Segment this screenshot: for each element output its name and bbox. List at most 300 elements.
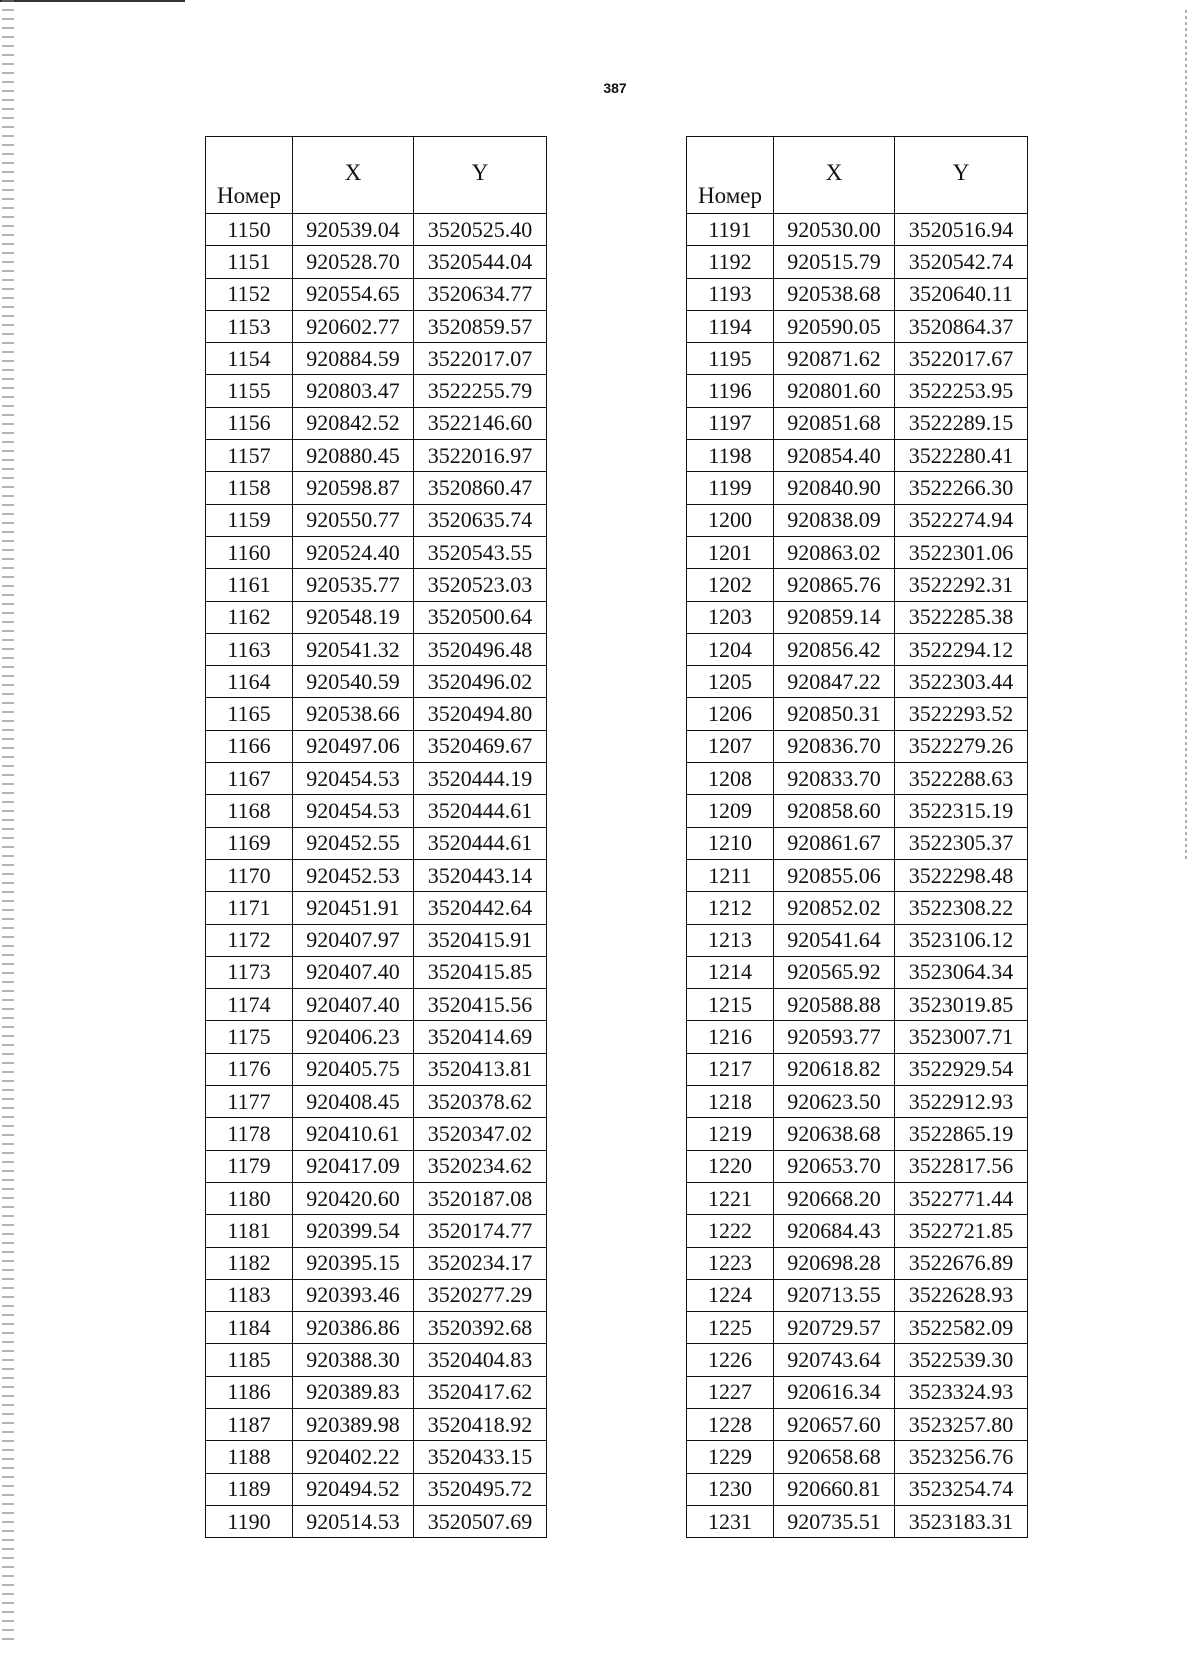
cell-number: 1228 [687, 1408, 774, 1440]
table-row [687, 1182, 1028, 1214]
header-y: Y [414, 137, 547, 214]
cell-number: 1214 [687, 956, 774, 988]
table-row [206, 472, 547, 504]
table-row [206, 1279, 547, 1311]
cell-number: 1150 [206, 214, 293, 246]
cell-x: 920515.79 [774, 246, 895, 278]
table-row [206, 343, 547, 375]
cell-y: 3520544.04 [414, 246, 547, 278]
table-row [687, 375, 1028, 407]
cell-number: 1157 [206, 440, 293, 472]
cell-number: 1190 [206, 1505, 293, 1537]
cell-y: 3522288.63 [895, 763, 1028, 795]
table-row [206, 859, 547, 891]
cell-number: 1224 [687, 1279, 774, 1311]
cell-x: 920389.83 [293, 1376, 414, 1408]
table-row [206, 1118, 547, 1150]
cell-x: 920855.06 [774, 859, 895, 891]
cell-y: 3522308.22 [895, 892, 1028, 924]
cell-y: 3520543.55 [414, 536, 547, 568]
cell-x: 920399.54 [293, 1215, 414, 1247]
cell-x: 920530.00 [774, 214, 895, 246]
cell-x: 920856.42 [774, 633, 895, 665]
table-row [206, 1215, 547, 1247]
table-row [687, 1473, 1028, 1505]
table-row [687, 214, 1028, 246]
table-row [687, 989, 1028, 1021]
cell-number: 1196 [687, 375, 774, 407]
header-x: X [774, 137, 895, 214]
cell-number: 1179 [206, 1150, 293, 1182]
cell-number: 1183 [206, 1279, 293, 1311]
table-row [687, 1408, 1028, 1440]
cell-y: 3522628.93 [895, 1279, 1028, 1311]
table-row [687, 1312, 1028, 1344]
cell-number: 1207 [687, 730, 774, 762]
cell-x: 920386.86 [293, 1312, 414, 1344]
cell-x: 920658.68 [774, 1441, 895, 1473]
cell-y: 3522301.06 [895, 536, 1028, 568]
table-row [206, 1053, 547, 1085]
header-number: Номер [687, 137, 774, 214]
cell-number: 1219 [687, 1118, 774, 1150]
cell-x: 920408.45 [293, 1086, 414, 1118]
cell-number: 1197 [687, 407, 774, 439]
cell-y: 3520525.40 [414, 214, 547, 246]
cell-y: 3520444.61 [414, 795, 547, 827]
cell-number: 1191 [687, 214, 774, 246]
cell-x: 920863.02 [774, 536, 895, 568]
cell-x: 920451.91 [293, 892, 414, 924]
cell-x: 920623.50 [774, 1086, 895, 1118]
cell-x: 920657.60 [774, 1408, 895, 1440]
cell-number: 1194 [687, 310, 774, 342]
cell-number: 1167 [206, 763, 293, 795]
cell-y: 3522315.19 [895, 795, 1028, 827]
cell-number: 1180 [206, 1182, 293, 1214]
page-number: 387 [603, 80, 627, 96]
cell-y: 3520174.77 [414, 1215, 547, 1247]
table-row [206, 1247, 547, 1279]
cell-number: 1168 [206, 795, 293, 827]
cell-x: 920838.09 [774, 504, 895, 536]
table-row [206, 989, 547, 1021]
cell-y: 3520542.74 [895, 246, 1028, 278]
table-row [206, 1441, 547, 1473]
cell-y: 3520523.03 [414, 569, 547, 601]
cell-y: 3520860.47 [414, 472, 547, 504]
scan-edge-line [0, 0, 185, 2]
table-row [687, 1505, 1028, 1537]
table-row [206, 795, 547, 827]
cell-y: 3522294.12 [895, 633, 1028, 665]
cell-x: 920638.68 [774, 1118, 895, 1150]
cell-y: 3522912.93 [895, 1086, 1028, 1118]
cell-x: 920660.81 [774, 1473, 895, 1505]
cell-x: 920590.05 [774, 310, 895, 342]
header-x: X [293, 137, 414, 214]
table-row [206, 278, 547, 310]
cell-number: 1216 [687, 1021, 774, 1053]
table-row [687, 666, 1028, 698]
cell-number: 1215 [687, 989, 774, 1021]
table-row [687, 795, 1028, 827]
cell-x: 920402.22 [293, 1441, 414, 1473]
table-body-right [687, 214, 1028, 1538]
cell-number: 1225 [687, 1312, 774, 1344]
cell-y: 3520415.85 [414, 956, 547, 988]
cell-y: 3520496.02 [414, 666, 547, 698]
cell-number: 1182 [206, 1247, 293, 1279]
cell-number: 1160 [206, 536, 293, 568]
table-row [687, 1021, 1028, 1053]
cell-number: 1231 [687, 1505, 774, 1537]
cell-y: 3520347.02 [414, 1118, 547, 1150]
cell-x: 920588.88 [774, 989, 895, 1021]
cell-y: 3522266.30 [895, 472, 1028, 504]
cell-y: 3522285.38 [895, 601, 1028, 633]
cell-number: 1158 [206, 472, 293, 504]
cell-x: 920388.30 [293, 1344, 414, 1376]
cell-x: 920514.53 [293, 1505, 414, 1537]
table-row [206, 1086, 547, 1118]
cell-y: 3522280.41 [895, 440, 1028, 472]
cell-x: 920524.40 [293, 536, 414, 568]
cell-number: 1189 [206, 1473, 293, 1505]
table-row [206, 1182, 547, 1214]
cell-y: 3520414.69 [414, 1021, 547, 1053]
cell-x: 920729.57 [774, 1312, 895, 1344]
cell-number: 1171 [206, 892, 293, 924]
cell-y: 3523019.85 [895, 989, 1028, 1021]
table-row [206, 1150, 547, 1182]
cell-y: 3523324.93 [895, 1376, 1028, 1408]
cell-y: 3520516.94 [895, 214, 1028, 246]
table-row [687, 1279, 1028, 1311]
cell-y: 3523254.74 [895, 1473, 1028, 1505]
cell-y: 3520500.64 [414, 601, 547, 633]
table-row [687, 827, 1028, 859]
cell-number: 1188 [206, 1441, 293, 1473]
table-row [206, 730, 547, 762]
cell-y: 3520494.80 [414, 698, 547, 730]
cell-x: 920407.40 [293, 989, 414, 1021]
cell-x: 920393.46 [293, 1279, 414, 1311]
table-row [206, 924, 547, 956]
cell-number: 1161 [206, 569, 293, 601]
table-body-left [206, 214, 547, 1538]
cell-x: 920454.53 [293, 795, 414, 827]
cell-number: 1195 [687, 343, 774, 375]
cell-number: 1153 [206, 310, 293, 342]
cell-y: 3520444.61 [414, 827, 547, 859]
table-row [687, 1215, 1028, 1247]
cell-number: 1155 [206, 375, 293, 407]
cell-number: 1205 [687, 666, 774, 698]
table-row [687, 601, 1028, 633]
table-row [206, 214, 547, 246]
cell-x: 920836.70 [774, 730, 895, 762]
cell-x: 920616.34 [774, 1376, 895, 1408]
cell-number: 1163 [206, 633, 293, 665]
cell-number: 1211 [687, 859, 774, 891]
table-row [687, 1150, 1028, 1182]
cell-number: 1165 [206, 698, 293, 730]
cell-y: 3522929.54 [895, 1053, 1028, 1085]
table-row [206, 440, 547, 472]
cell-number: 1200 [687, 504, 774, 536]
cell-y: 3520635.74 [414, 504, 547, 536]
header-number: Номер [206, 137, 293, 214]
cell-number: 1208 [687, 763, 774, 795]
cell-y: 3520234.17 [414, 1247, 547, 1279]
coordinates-table-right [686, 136, 1028, 1538]
cell-number: 1206 [687, 698, 774, 730]
cell-x: 920554.65 [293, 278, 414, 310]
table-row [687, 1086, 1028, 1118]
cell-number: 1221 [687, 1182, 774, 1214]
cell-number: 1209 [687, 795, 774, 827]
scan-margin-noise-right [1185, 10, 1187, 860]
cell-x: 920538.66 [293, 698, 414, 730]
table-row [206, 956, 547, 988]
cell-x: 920497.06 [293, 730, 414, 762]
cell-x: 920618.82 [774, 1053, 895, 1085]
cell-number: 1193 [687, 278, 774, 310]
cell-y: 3520418.92 [414, 1408, 547, 1440]
cell-x: 920653.70 [774, 1150, 895, 1182]
table-row [206, 601, 547, 633]
table-row [687, 892, 1028, 924]
cell-y: 3522289.15 [895, 407, 1028, 439]
cell-number: 1198 [687, 440, 774, 472]
cell-x: 920871.62 [774, 343, 895, 375]
table-row [206, 504, 547, 536]
cell-number: 1192 [687, 246, 774, 278]
cell-y: 3522017.67 [895, 343, 1028, 375]
cell-number: 1162 [206, 601, 293, 633]
cell-y: 3522305.37 [895, 827, 1028, 859]
cell-x: 920884.59 [293, 343, 414, 375]
cell-x: 920452.53 [293, 859, 414, 891]
cell-x: 920713.55 [774, 1279, 895, 1311]
table-row [206, 633, 547, 665]
cell-x: 920743.64 [774, 1344, 895, 1376]
table-row [687, 956, 1028, 988]
cell-x: 920541.32 [293, 633, 414, 665]
cell-y: 3522017.07 [414, 343, 547, 375]
cell-y: 3520496.48 [414, 633, 547, 665]
cell-x: 920494.52 [293, 1473, 414, 1505]
table-row [206, 375, 547, 407]
table-row [687, 1344, 1028, 1376]
cell-number: 1223 [687, 1247, 774, 1279]
table-row [687, 1118, 1028, 1150]
cell-number: 1174 [206, 989, 293, 1021]
cell-number: 1151 [206, 246, 293, 278]
table-row [206, 1505, 547, 1537]
cell-x: 920735.51 [774, 1505, 895, 1537]
cell-number: 1152 [206, 278, 293, 310]
cell-y: 3520640.11 [895, 278, 1028, 310]
table-row [206, 1473, 547, 1505]
cell-number: 1230 [687, 1473, 774, 1505]
cell-x: 920859.14 [774, 601, 895, 633]
cell-x: 920847.22 [774, 666, 895, 698]
cell-y: 3522146.60 [414, 407, 547, 439]
cell-y: 3520277.29 [414, 1279, 547, 1311]
table-row [687, 1053, 1028, 1085]
cell-x: 920880.45 [293, 440, 414, 472]
cell-y: 3520634.77 [414, 278, 547, 310]
cell-x: 920539.04 [293, 214, 414, 246]
cell-x: 920452.55 [293, 827, 414, 859]
cell-y: 3523007.71 [895, 1021, 1028, 1053]
cell-x: 920801.60 [774, 375, 895, 407]
cell-number: 1169 [206, 827, 293, 859]
cell-y: 3520413.81 [414, 1053, 547, 1085]
table-row [206, 1021, 547, 1053]
cell-y: 3523106.12 [895, 924, 1028, 956]
cell-number: 1173 [206, 956, 293, 988]
cell-x: 920565.92 [774, 956, 895, 988]
cell-x: 920406.23 [293, 1021, 414, 1053]
table-row [206, 892, 547, 924]
table-row [206, 1408, 547, 1440]
cell-y: 3522676.89 [895, 1247, 1028, 1279]
table-row [687, 569, 1028, 601]
cell-y: 3520507.69 [414, 1505, 547, 1537]
cell-number: 1229 [687, 1441, 774, 1473]
cell-number: 1176 [206, 1053, 293, 1085]
cell-y: 3522253.95 [895, 375, 1028, 407]
cell-y: 3523257.80 [895, 1408, 1028, 1440]
cell-number: 1177 [206, 1086, 293, 1118]
table-row [206, 698, 547, 730]
cell-x: 920454.53 [293, 763, 414, 795]
table-row [687, 698, 1028, 730]
header-y: Y [895, 137, 1028, 214]
cell-y: 3520443.14 [414, 859, 547, 891]
cell-number: 1184 [206, 1312, 293, 1344]
cell-x: 920598.87 [293, 472, 414, 504]
table-row [206, 407, 547, 439]
table-row [687, 440, 1028, 472]
cell-x: 920389.98 [293, 1408, 414, 1440]
cell-x: 920541.64 [774, 924, 895, 956]
table-row [206, 246, 547, 278]
cell-y: 3520404.83 [414, 1344, 547, 1376]
cell-y: 3520495.72 [414, 1473, 547, 1505]
cell-x: 920684.43 [774, 1215, 895, 1247]
table-row [687, 1247, 1028, 1279]
cell-x: 920854.40 [774, 440, 895, 472]
cell-y: 3522582.09 [895, 1312, 1028, 1344]
cell-y: 3520433.15 [414, 1441, 547, 1473]
cell-number: 1202 [687, 569, 774, 601]
cell-y: 3522817.56 [895, 1150, 1028, 1182]
table-row [687, 536, 1028, 568]
scan-margin-noise-left [2, 0, 14, 1640]
cell-y: 3522721.85 [895, 1215, 1028, 1247]
cell-x: 920861.67 [774, 827, 895, 859]
cell-x: 920420.60 [293, 1182, 414, 1214]
cell-x: 920417.09 [293, 1150, 414, 1182]
table-row [206, 536, 547, 568]
table-row [687, 246, 1028, 278]
table-row [206, 1376, 547, 1408]
cell-number: 1226 [687, 1344, 774, 1376]
cell-number: 1187 [206, 1408, 293, 1440]
cell-x: 920668.20 [774, 1182, 895, 1214]
cell-x: 920850.31 [774, 698, 895, 730]
table-row [687, 472, 1028, 504]
cell-x: 920840.90 [774, 472, 895, 504]
cell-x: 920803.47 [293, 375, 414, 407]
cell-x: 920535.77 [293, 569, 414, 601]
cell-number: 1159 [206, 504, 293, 536]
table-row [687, 763, 1028, 795]
cell-y: 3520187.08 [414, 1182, 547, 1214]
cell-number: 1185 [206, 1344, 293, 1376]
cell-y: 3522274.94 [895, 504, 1028, 536]
table-row [687, 633, 1028, 665]
table-row [687, 343, 1028, 375]
cell-number: 1203 [687, 601, 774, 633]
cell-y: 3522293.52 [895, 698, 1028, 730]
cell-y: 3520234.62 [414, 1150, 547, 1182]
table-row [687, 278, 1028, 310]
cell-y: 3520415.56 [414, 989, 547, 1021]
cell-x: 920842.52 [293, 407, 414, 439]
cell-y: 3520859.57 [414, 310, 547, 342]
cell-x: 920550.77 [293, 504, 414, 536]
cell-number: 1217 [687, 1053, 774, 1085]
cell-y: 3522298.48 [895, 859, 1028, 891]
table-row [206, 1312, 547, 1344]
cell-number: 1227 [687, 1376, 774, 1408]
cell-number: 1186 [206, 1376, 293, 1408]
table-header-row [687, 137, 1028, 214]
cell-number: 1156 [206, 407, 293, 439]
table-row [687, 859, 1028, 891]
cell-y: 3522303.44 [895, 666, 1028, 698]
table-row [687, 1376, 1028, 1408]
cell-x: 920852.02 [774, 892, 895, 924]
cell-number: 1212 [687, 892, 774, 924]
cell-y: 3522279.26 [895, 730, 1028, 762]
cell-y: 3520417.62 [414, 1376, 547, 1408]
cell-y: 3522771.44 [895, 1182, 1028, 1214]
cell-y: 3523183.31 [895, 1505, 1028, 1537]
cell-number: 1175 [206, 1021, 293, 1053]
cell-y: 3520392.68 [414, 1312, 547, 1344]
cell-y: 3520415.91 [414, 924, 547, 956]
cell-y: 3522255.79 [414, 375, 547, 407]
cell-x: 920538.68 [774, 278, 895, 310]
cell-y: 3522016.97 [414, 440, 547, 472]
cell-x: 920540.59 [293, 666, 414, 698]
cell-x: 920858.60 [774, 795, 895, 827]
cell-number: 1210 [687, 827, 774, 859]
cell-x: 920833.70 [774, 763, 895, 795]
cell-number: 1181 [206, 1215, 293, 1247]
table-row [206, 827, 547, 859]
cell-number: 1172 [206, 924, 293, 956]
cell-x: 920593.77 [774, 1021, 895, 1053]
coordinates-table-left [205, 136, 547, 1538]
cell-number: 1164 [206, 666, 293, 698]
